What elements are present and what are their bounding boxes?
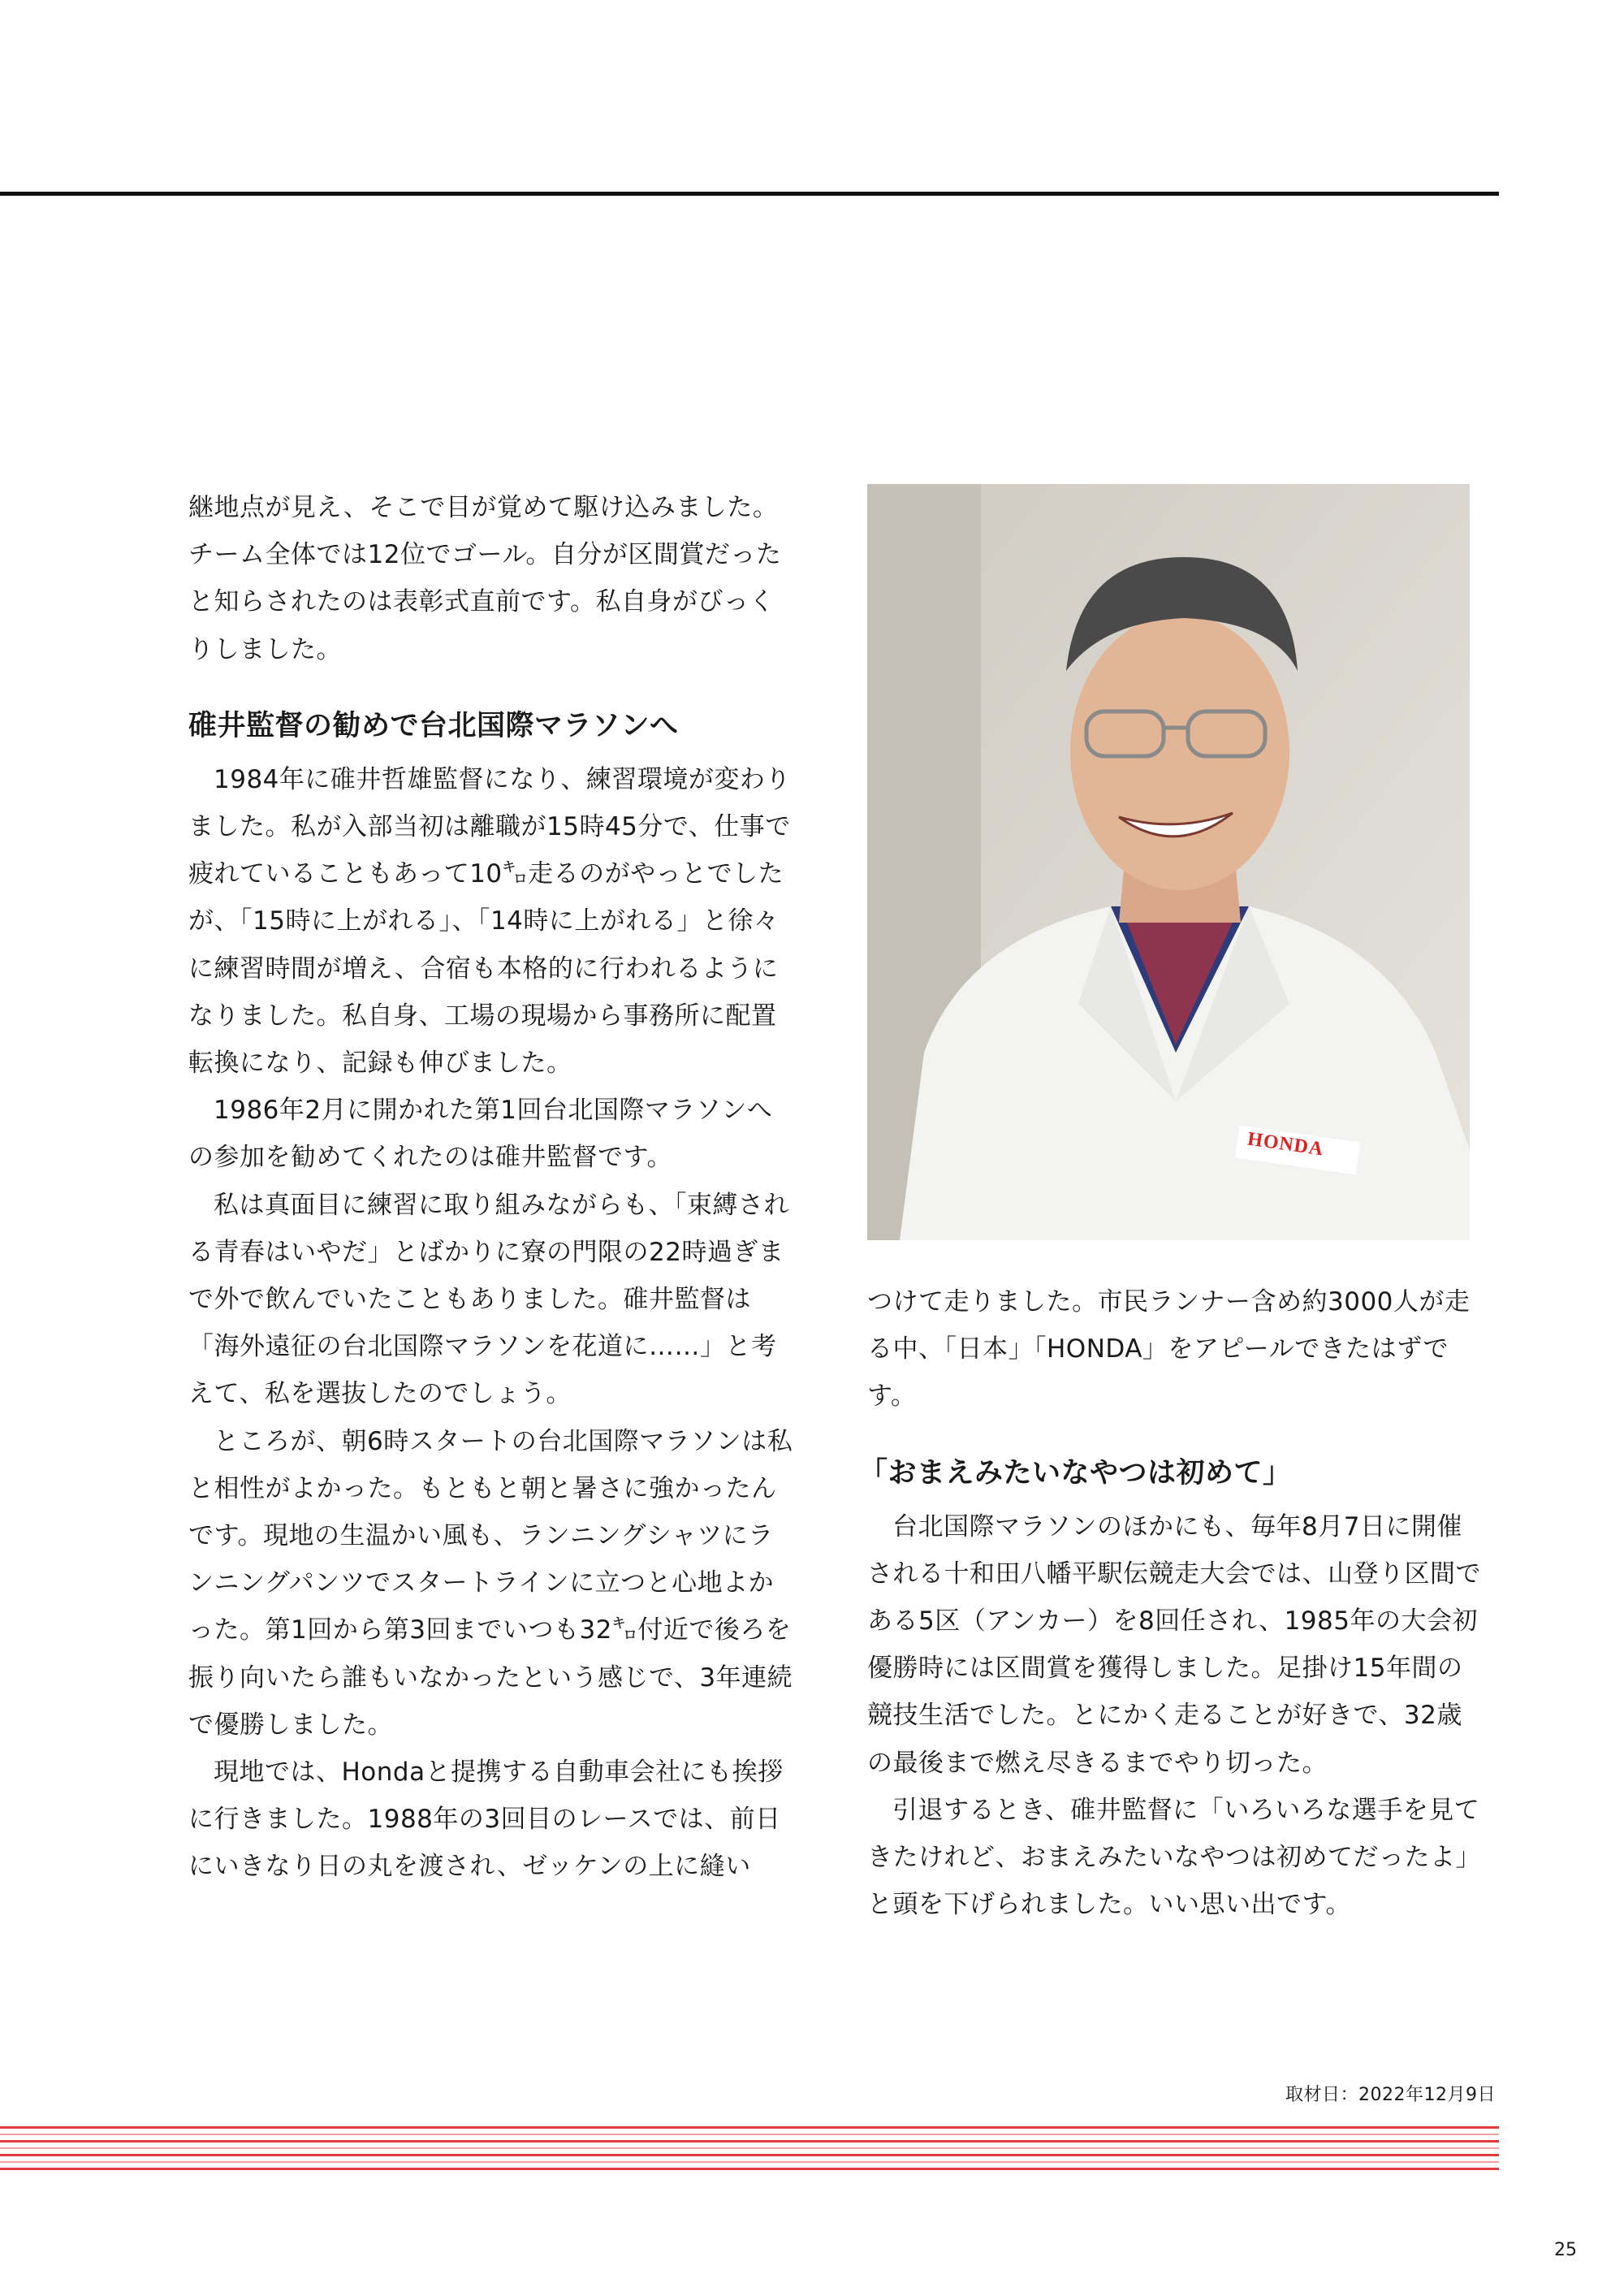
paragraph: 台北国際マラソンのほかにも、毎年8月7日に開催される十和田八幡平駅伝競走大会では、山登り区間である5区（アンカー）を8回任され、1985年の大会初優勝時には区間賞を獲得しました。足掛け15年間の競技生活でした。とにかく走ることが好きで、32歳の最後まで燃え尽きるまでやり切った。 — [867, 1511, 1481, 1778]
paragraph: 1986年2月に開かれた第1回台北国際マラソンへの参加を勧めてくれたのは碓井監督です。 — [188, 1096, 773, 1173]
paragraph: 現地では、Hondaと提携する自動車会社にも挨拶に行きました。1988年の3回目のレースでは、前日にいきなり日の丸を渡され、ゼッケンの上に縫い — [188, 1758, 784, 1882]
page-number: 25 — [1554, 2240, 1577, 2260]
honda-badge-text: HONDA — [1246, 1128, 1325, 1161]
footer-stripes — [0, 2126, 1499, 2175]
top-rule — [0, 192, 1499, 196]
paragraph: ところが、朝6時スタートの台北国際マラソンは私と相性がよかった。もともと朝と暑さに強かったんです。現地の生温かい風も、ランニングシャツにランニングパンツでスタートラインに立つと心地よかった。第1回から第3回までいつも32㌔付近で後ろを振り向いたら誰もいなかったという感じで、3年連続で優勝しました。 — [188, 1426, 793, 1740]
paragraph: 私は真面目に練習に取り組みながらも、「束縛される青春はいやだ」とばかりに寮の門限の22時過ぎまで外で飲んでいたこともありました。碓井監督は「海外遠征の台北国際マラソンを花道に……」と考えて、私を選抜したのでしょう。 — [188, 1190, 789, 1409]
article-right-column — [859, 1278, 1484, 1928]
section-heading: 碓井監督の勧めで台北国際マラソンへ — [188, 709, 679, 742]
portrait-photo — [867, 484, 1470, 1240]
section-heading: 「おまえみたいなやつは初めて」 — [859, 1456, 1292, 1490]
article-left-column — [188, 484, 797, 1891]
paragraph: 継地点が見え、そこで目が覚めて駆け込みました。チーム全体では12位でゴール。自分が区間賞だったと知らされたのは表彰式直前です。私自身がびっくりしました。 — [188, 493, 782, 664]
paragraph: 1984年に碓井哲雄監督になり、練習環境が変わりました。私が入部当初は離職が15時45分で、仕事で疲れていることもあって10㌔走るのがやっとでしたが、「15時に上がれる」、「14時に上がれる」と徐々に練習時間が増え、合宿も本格的に行われるようになりました。私自身、工場の現場から事務所に配置転換になり、記録も伸びました。 — [188, 764, 791, 1079]
portrait-illustration — [867, 484, 1470, 1240]
paragraph: 引退するとき、碓井監督に「いろいろな選手を見てきたけれど、おまえみたいなやつは初めてだったよ」と頭を下げられました。いい思い出です。 — [867, 1795, 1481, 1920]
interview-date: 取材日：2022年12月9日 — [1285, 2085, 1496, 2105]
paragraph: つけて走りました。市民ランナー含め約3000人が走る中、「日本」「HONDA」をアピールできたはずです。 — [867, 1287, 1471, 1412]
